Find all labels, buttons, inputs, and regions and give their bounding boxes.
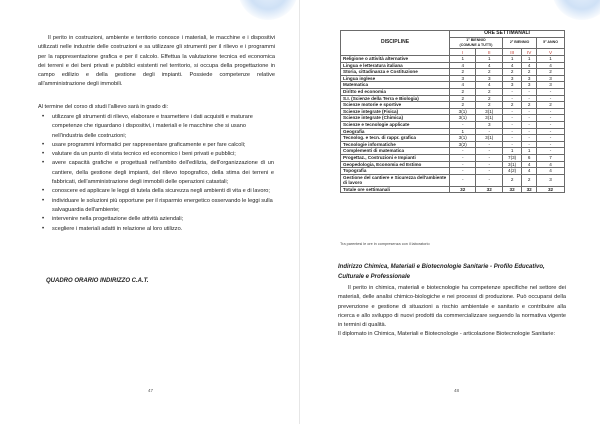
hours-cell: 2: [450, 69, 476, 76]
year-label: II: [476, 49, 502, 56]
hours-cell: -: [476, 141, 502, 148]
hours-cell: 3(1): [476, 135, 502, 142]
discipline-name: Progettaz., Costruzioni e Impianti: [341, 154, 450, 161]
discipline-name: Geografia: [341, 128, 450, 135]
hours-cell: 3: [537, 75, 565, 82]
hours-cell: 4: [450, 62, 476, 69]
hours-cell: 2: [502, 69, 521, 76]
hours-cell: 3(2): [450, 141, 476, 148]
hours-cell: 1: [476, 56, 502, 63]
hours-cell: 2: [537, 69, 565, 76]
decorative-circle: [552, 0, 600, 20]
hours-cell: -: [450, 148, 476, 155]
hours-cell: -: [522, 141, 537, 148]
col-header-biennio1: [450, 37, 503, 49]
hours-cell: -: [537, 148, 565, 155]
hours-cell: 3: [502, 82, 521, 89]
discipline-name: Storia, cittadinanza e Costituzione: [341, 69, 450, 76]
hours-cell: 4(2): [502, 168, 521, 175]
schedule-table: [340, 30, 565, 193]
list-item: • intervenire nella progettazione delle attività aziendali;: [40, 215, 274, 224]
skills-list: [40, 113, 274, 234]
hours-cell: -: [537, 135, 565, 142]
discipline-name: Totale ore settimanali: [341, 186, 450, 193]
discipline-name: Lingua inglese: [341, 75, 450, 82]
hours-cell: -: [450, 154, 476, 161]
hours-cell: 7(3): [502, 154, 521, 161]
hours-cell: -: [502, 135, 521, 142]
list-item: • individuare le soluzioni più opportune per il risparmio energetico osservando le leggi sulla salvaguardia dell'ambiente;: [40, 197, 274, 216]
hours-cell: 32: [450, 186, 476, 193]
hours-cell: 2: [502, 174, 521, 186]
hours-cell: 2: [476, 95, 502, 102]
hours-cell: 4: [537, 168, 565, 175]
hours-cell: 2: [476, 69, 502, 76]
discipline-name: Tecnolog. e tecn. di rappr. grafica: [341, 135, 450, 142]
year-label: V: [537, 49, 565, 56]
discipline-name: Tecnologie informatiche: [341, 141, 450, 148]
table-row: [341, 102, 565, 109]
hours-cell: 1: [450, 128, 476, 135]
page-number: 48: [454, 388, 460, 393]
hours-cell: -: [537, 108, 565, 115]
hours-cell: 3(1): [476, 108, 502, 115]
hours-cell: 1: [502, 56, 521, 63]
discipline-name: Gestione del cantiere e Sicurezza dell'ambiente di lavoro: [341, 174, 450, 186]
table-body: [341, 56, 565, 193]
hours-cell: -: [537, 141, 565, 148]
hours-cell: -: [522, 135, 537, 142]
hours-cell: 7: [537, 154, 565, 161]
hours-cell: 4: [537, 62, 565, 69]
hours-cell: 3: [502, 75, 521, 82]
hours-cell: 32: [502, 186, 521, 193]
table-row: [341, 88, 565, 95]
hours-cell: -: [502, 95, 521, 102]
hours-cell: 32: [476, 186, 502, 193]
list-item: • conoscere ed applicare le leggi di tutela della sicurezza negli ambienti di vita e di lavoro;: [40, 187, 274, 196]
hours-cell: 1: [522, 56, 537, 63]
hours-cell: 1: [502, 148, 521, 155]
hours-cell: -: [522, 128, 537, 135]
hours-cell: -: [522, 108, 537, 115]
hours-cell: 2: [522, 102, 537, 109]
chimica-diploma-text: Il diplomato in Chimica, Materiali e Biotecnologie - articolazione Biotecnologie Sanitarie:: [338, 331, 556, 337]
col-header-biennio1-sub: (COMUNE A TUTTI): [459, 43, 493, 47]
discipline-name: Scienze integrate (Fisica): [341, 108, 450, 115]
hours-cell: -: [476, 148, 502, 155]
discipline-name: S.I. (Scienze della Terra e Biologia): [341, 95, 450, 102]
hours-cell: -: [502, 115, 521, 122]
table-row: [341, 95, 565, 102]
hours-cell: 2: [476, 102, 502, 109]
hours-cell: -: [476, 161, 502, 168]
hours-cell: -: [476, 174, 502, 186]
decorative-circle: [238, 0, 298, 20]
hours-cell: 3(1): [450, 135, 476, 142]
table-row: [341, 168, 565, 175]
table-row: [341, 56, 565, 63]
page-number: 47: [148, 388, 154, 393]
quadro-orario-title: QUADRO ORARIO INDIRIZZO C.A.T.: [46, 278, 149, 284]
table-header-hours: ORE SETTIMANALI: [450, 31, 565, 38]
year-label: IV: [522, 49, 537, 56]
hours-cell: -: [476, 168, 502, 175]
hours-cell: 3: [476, 121, 502, 128]
hours-cell: -: [502, 141, 521, 148]
discipline-name: Scienze motorie e sportive: [341, 102, 450, 109]
list-item: • usare programmi informatici per rappresentare graficamente e per fare calcoli;: [40, 141, 274, 150]
hours-cell: 4: [537, 161, 565, 168]
hours-cell: -: [537, 95, 565, 102]
table-row: [341, 128, 565, 135]
list-item: • valutare da un punto di vista tecnico ed economico i beni privati e pubblici;: [40, 150, 274, 159]
hours-cell: 3: [522, 75, 537, 82]
hours-cell: -: [537, 128, 565, 135]
hours-cell: -: [450, 168, 476, 175]
hours-cell: -: [450, 174, 476, 186]
hours-cell: -: [502, 121, 521, 128]
discipline-name: Complementi di matematica: [341, 148, 450, 155]
discipline-name: Diritto ed economia: [341, 88, 450, 95]
hours-cell: 2: [450, 102, 476, 109]
hours-cell: 3: [476, 75, 502, 82]
table-row: [341, 82, 565, 89]
hours-cell: 2: [476, 88, 502, 95]
section-heading: Indirizzo Chimica, Materiali e Biotecnologie Sanitarie - Profilo Educativo, Culturale e Professionale: [338, 264, 545, 280]
hours-cell: -: [522, 115, 537, 122]
hours-cell: 6: [522, 154, 537, 161]
hours-cell: -: [522, 95, 537, 102]
discipline-name: Scienze e tecnologie applicate: [341, 121, 450, 128]
hours-cell: -: [450, 161, 476, 168]
hours-cell: 3: [522, 82, 537, 89]
discipline-name: Matematica: [341, 82, 450, 89]
hours-cell: 4: [522, 168, 537, 175]
list-item: • utilizzare gli strumenti di rilievo, elaborare e trasmettere i dati acquisiti e maturare competenze che riguardano i dispositivi, i materiali e le macchine che si usano nell'industria delle costruzioni;: [40, 113, 274, 141]
hours-cell: 3(1): [450, 108, 476, 115]
hours-cell: -: [522, 88, 537, 95]
hours-cell: 2: [522, 69, 537, 76]
table-row: [341, 108, 565, 115]
hours-cell: 4: [522, 62, 537, 69]
hours-cell: -: [537, 115, 565, 122]
hours-cell: 32: [522, 186, 537, 193]
hours-cell: -: [522, 121, 537, 128]
hours-cell: -: [476, 128, 502, 135]
hours-cell: -: [537, 121, 565, 128]
table-row: [341, 161, 565, 168]
table-row: [341, 148, 565, 155]
hours-cell: 4: [476, 62, 502, 69]
hours-cell: -: [502, 108, 521, 115]
hours-cell: 4: [502, 62, 521, 69]
hours-cell: 1: [522, 148, 537, 155]
hours-cell: 4: [476, 82, 502, 89]
hours-cell: 2: [522, 174, 537, 186]
hours-cell: 3(1): [502, 161, 521, 168]
intro-paragraph: Il perito in costruzioni, ambiente e territorio conosce i materiali, le macchine e i dispositivi utilizzati nelle industrie delle costruzioni e sa utilizzare gli strumenti per il rilievo e i programmi per la rappresentazione grafica e per il calcolo. Effettua la valutazione tecnica ed economica dei terreni e dei beni privati e pubblici esistenti nel territorio, si occupa della progettazione in campo edilizio e della gestione degli impianti. Possiede competenze relative all'amministrazione degli immobili.: [38, 35, 275, 88]
year-label: III: [502, 49, 521, 56]
discipline-name: Geopedologia, Economia ed Estimo: [341, 161, 450, 168]
hours-cell: 3(1): [476, 115, 502, 122]
table-row: [341, 69, 565, 76]
discipline-name: Scienze integrate (Chimica): [341, 115, 450, 122]
table-row: [341, 115, 565, 122]
hours-cell: 1: [450, 56, 476, 63]
hours-cell: 2: [537, 102, 565, 109]
table-note: Tra parentesi le ore in compresenza con il laboratorio: [340, 242, 430, 246]
hours-cell: 2: [450, 95, 476, 102]
discipline-name: Lingua e letteratura italiana: [341, 62, 450, 69]
discipline-name: Topografia: [341, 168, 450, 175]
col-header-biennio2: 2° BIENNIO: [502, 37, 536, 49]
hours-cell: 2: [502, 102, 521, 109]
hours-cell: 3: [537, 82, 565, 89]
hours-cell: 4: [522, 161, 537, 168]
hours-cell: 3: [450, 75, 476, 82]
discipline-name: Religione o attività alternative: [341, 56, 450, 63]
hours-cell: -: [450, 121, 476, 128]
table-row: [341, 121, 565, 128]
list-item: • avere capacità grafiche e progettuali nell'ambito dell'edilizia, dell'organizzazione di un cantiere, della gestione degli impianti, del rilievo topografico, della stima dei terreni e fabbricati, dell'amministrazione degli immobili delle operazioni catastali;: [40, 159, 274, 187]
table-row: [341, 154, 565, 161]
hours-cell: 4: [450, 82, 476, 89]
hours-cell: 3(1): [450, 115, 476, 122]
hours-cell: 32: [537, 186, 565, 193]
table-row: [341, 141, 565, 148]
table-row: [341, 174, 565, 186]
table-row: [341, 75, 565, 82]
table-row: [341, 135, 565, 142]
hours-cell: 1: [537, 56, 565, 63]
col-header-quinto-anno: 5° ANNO: [537, 37, 565, 49]
table-header-discipline: DISCIPLINE: [341, 31, 450, 56]
hours-cell: -: [502, 88, 521, 95]
table-row: [341, 62, 565, 69]
year-label: I: [450, 49, 476, 56]
hours-cell: 3: [537, 174, 565, 186]
hours-cell: -: [537, 88, 565, 95]
list-item: • scegliere i materiali adatti in relazione al loro utilizzo.: [40, 225, 274, 234]
lead-text: Al termine del corso di studi l'allievo sarà in grado di:: [38, 104, 169, 110]
chimica-paragraph: Il perito in chimica, materiali e biotecnologie ha competenze specifiche nel settore dei materiali, delle analisi chimico-biologiche e nei processi di produzione. Può occuparsi della prevenzione e gestione di situazioni a rischio ambientale e sanitario e contribuire alla ricerca e allo sviluppo di nuovi prodotti da commercializzare seguendo la normativa vigente in termini di qualità.: [338, 285, 566, 329]
hours-cell: 2: [450, 88, 476, 95]
hours-cell: -: [476, 154, 502, 161]
col-header-biennio1-label: 1° BIENNIO: [466, 37, 486, 42]
table-row: [341, 186, 565, 193]
hours-cell: -: [502, 128, 521, 135]
